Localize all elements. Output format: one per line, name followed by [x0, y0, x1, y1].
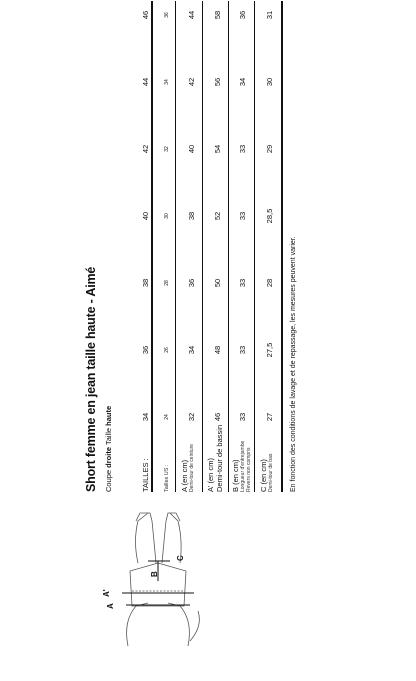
table-cell: 58 [213, 10, 222, 20]
table-cell: 32 [164, 146, 170, 152]
row-label-a: A (en cm) Demi-tour de ceinture [180, 443, 195, 492]
table-rule [254, 1, 255, 492]
table-cell: 38 [187, 211, 196, 221]
table-cell: 34 [238, 77, 247, 87]
size-cell: 40 [141, 211, 150, 221]
model-figure [102, 511, 308, 651]
table-cell: 27 [265, 412, 274, 422]
table-cell: 33 [238, 211, 247, 221]
table-cell: 36 [164, 12, 170, 18]
size-cell: 44 [141, 77, 150, 87]
table-cell: 33 [238, 345, 247, 355]
table-cell: 31 [265, 10, 274, 20]
size-cell: 38 [141, 278, 150, 288]
sizes-header: TAILLES : [141, 458, 150, 492]
table-rule [202, 1, 203, 492]
table-rule-top [151, 1, 153, 492]
table-rule [228, 1, 229, 492]
table-cell: 32 [187, 412, 196, 422]
row-label-a-prime: A' (en cm) Demi-tour de bassin [206, 424, 224, 492]
table-cell: 48 [213, 345, 222, 355]
table-cell: 33 [238, 278, 247, 288]
table-cell: 40 [187, 144, 196, 154]
table-cell: 50 [213, 278, 222, 288]
table-cell: 34 [187, 345, 196, 355]
table-cell: 46 [213, 412, 222, 422]
figure-label-c: C [176, 555, 185, 561]
table-cell: 36 [187, 278, 196, 288]
figure-label-b: B [150, 571, 159, 577]
table-cell: 29 [265, 144, 274, 154]
figure-label-a: A [106, 603, 115, 609]
size-cell: 46 [141, 10, 150, 20]
size-cell: 42 [141, 144, 150, 154]
table-cell: 56 [213, 77, 222, 87]
product-subtitle: Coupe droite Taille haute [104, 405, 113, 492]
row-label-c: C (en cm) Demi-tour de bas [259, 453, 274, 492]
row-label-us: Tailles US : [164, 464, 170, 492]
product-title: Short femme en jean taille haute - Aimé [84, 266, 98, 492]
table-rule-bottom [281, 1, 283, 492]
table-cell: 42 [187, 77, 196, 87]
table-cell: 28 [265, 278, 274, 288]
table-cell: 30 [265, 77, 274, 87]
footnote: En fonction des conditions de lavage et de repassage, les mesures peuvent varier. [290, 236, 297, 492]
table-cell: 28 [164, 280, 170, 286]
size-cell: 34 [141, 412, 150, 422]
table-rule [175, 1, 176, 492]
model-illustration [118, 511, 308, 651]
figure-label-a-prime: A' [102, 589, 111, 597]
table-cell: 33 [238, 412, 247, 422]
table-cell: 24 [164, 414, 170, 420]
table-cell: 27,5 [265, 342, 274, 358]
row-label-b: B (en cm) Longueur d'entrejambe Revers non compris [231, 440, 252, 492]
table-cell: 36 [238, 10, 247, 20]
size-cell: 36 [141, 345, 150, 355]
table-cell: 34 [164, 79, 170, 85]
table-cell: 33 [238, 144, 247, 154]
table-cell: 44 [187, 10, 196, 20]
table-cell: 54 [213, 144, 222, 154]
table-cell: 30 [164, 213, 170, 219]
table-cell: 52 [213, 211, 222, 221]
table-cell: 26 [164, 347, 170, 353]
table-cell: 28,5 [265, 208, 274, 224]
